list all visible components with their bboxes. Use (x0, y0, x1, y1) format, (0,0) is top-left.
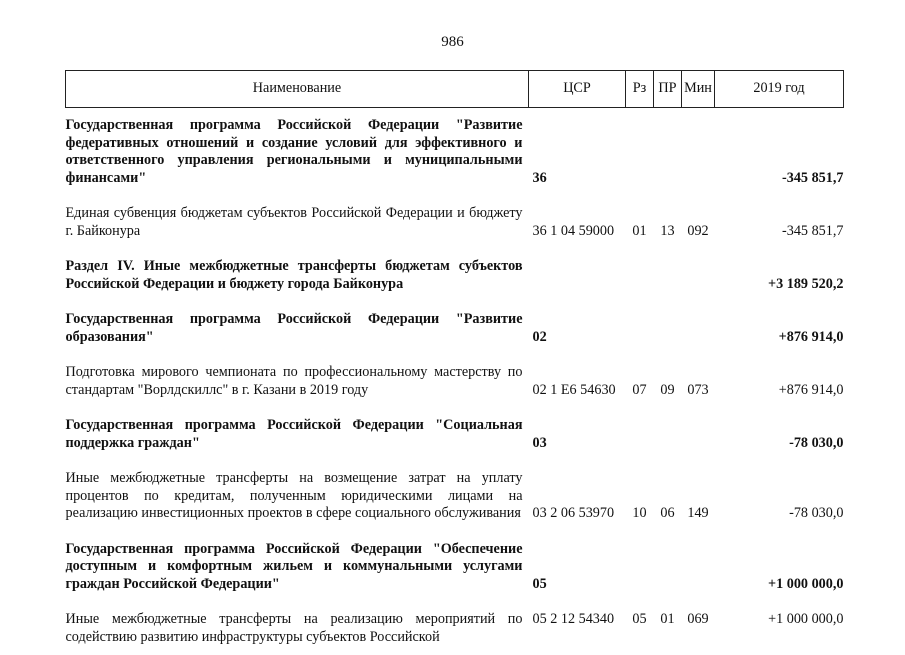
row-min (682, 408, 715, 461)
row-pr (654, 408, 682, 461)
row-pr (654, 532, 682, 603)
row-min (682, 302, 715, 355)
table-row (66, 108, 844, 197)
row-pr (654, 108, 682, 197)
row-rz (626, 408, 654, 461)
row-name: Иные межбюджетные трансферты на реализацию мероприятий по содействию развитию инфраструктуры субъектов Российской (66, 602, 529, 655)
row-csr: 02 1 E6 54630 (529, 355, 626, 408)
table-row (66, 602, 844, 655)
row-min: 149 (682, 461, 715, 532)
row-name: Подготовка мирового чемпионата по профессиональному мастерству по стандартам "Ворлдскиллс" в г. Казани в 2019 году (66, 355, 529, 408)
table-row (66, 196, 844, 249)
row-pr: 09 (654, 355, 682, 408)
row-amount: +1 000 000,0 (715, 532, 844, 603)
row-amount: +3 189 520,2 (715, 249, 844, 302)
row-min: 092 (682, 196, 715, 249)
table-row (66, 355, 844, 408)
row-rz (626, 532, 654, 603)
row-min: 073 (682, 355, 715, 408)
header-min: Мин (682, 71, 715, 108)
page-number: 986 (0, 34, 905, 51)
row-amount: +876 914,0 (715, 302, 844, 355)
row-csr: 36 (529, 108, 626, 197)
row-pr: 01 (654, 602, 682, 655)
row-pr (654, 302, 682, 355)
row-csr: 03 2 06 53970 (529, 461, 626, 532)
row-rz: 07 (626, 355, 654, 408)
row-name: Государственная программа Российской Федерации "Социальная поддержка граждан" (66, 408, 529, 461)
header-rz: Рз (626, 71, 654, 108)
row-pr: 06 (654, 461, 682, 532)
row-pr (654, 249, 682, 302)
row-min: 069 (682, 602, 715, 655)
row-amount: +876 914,0 (715, 355, 844, 408)
row-rz (626, 302, 654, 355)
row-rz: 05 (626, 602, 654, 655)
row-name: Государственная программа Российской Федерации "Развитие образования" (66, 302, 529, 355)
row-name: Раздел IV. Иные межбюджетные трансферты бюджетам субъектов Российской Федерации и бюджету города Байконура (66, 249, 529, 302)
row-amount: -78 030,0 (715, 461, 844, 532)
row-min (682, 249, 715, 302)
row-name: Государственная программа Российской Федерации "Обеспечение доступным и комфортным жильем и коммунальными услугами граждан Российской Федерации" (66, 532, 529, 603)
row-name: Иные межбюджетные трансферты на возмещение затрат на уплату процентов по кредитам, полученным юридическими лицами на реализацию инвестиционных проектов в сфере социального обслуживания (66, 461, 529, 532)
row-csr: 03 (529, 408, 626, 461)
row-pr: 13 (654, 196, 682, 249)
budget-table (65, 70, 844, 655)
header-csr: ЦСР (529, 71, 626, 108)
row-rz: 10 (626, 461, 654, 532)
row-amount: -345 851,7 (715, 196, 844, 249)
header-year: 2019 год (715, 71, 844, 108)
row-csr: 36 1 04 59000 (529, 196, 626, 249)
row-name: Единая субвенция бюджетам субъектов Российской Федерации и бюджету г. Байконура (66, 196, 529, 249)
row-amount: -345 851,7 (715, 108, 844, 197)
table-row (66, 408, 844, 461)
table-row (66, 461, 844, 532)
table-row (66, 532, 844, 603)
row-csr: 02 (529, 302, 626, 355)
row-min (682, 532, 715, 603)
row-csr (529, 249, 626, 302)
row-min (682, 108, 715, 197)
row-rz (626, 108, 654, 197)
row-csr: 05 (529, 532, 626, 603)
header-pr: ПР (654, 71, 682, 108)
row-rz: 01 (626, 196, 654, 249)
row-amount: +1 000 000,0 (715, 602, 844, 655)
table-header-row (66, 71, 844, 108)
row-rz (626, 249, 654, 302)
row-amount: -78 030,0 (715, 408, 844, 461)
row-csr: 05 2 12 54340 (529, 602, 626, 655)
table-row (66, 249, 844, 302)
row-name: Государственная программа Российской Федерации "Развитие федеративных отношений и создание условий для эффективного и ответственного управления региональными и муниципальными финансами" (66, 108, 529, 197)
header-name: Наименование (66, 71, 529, 108)
table-body (66, 108, 844, 655)
table-row (66, 302, 844, 355)
